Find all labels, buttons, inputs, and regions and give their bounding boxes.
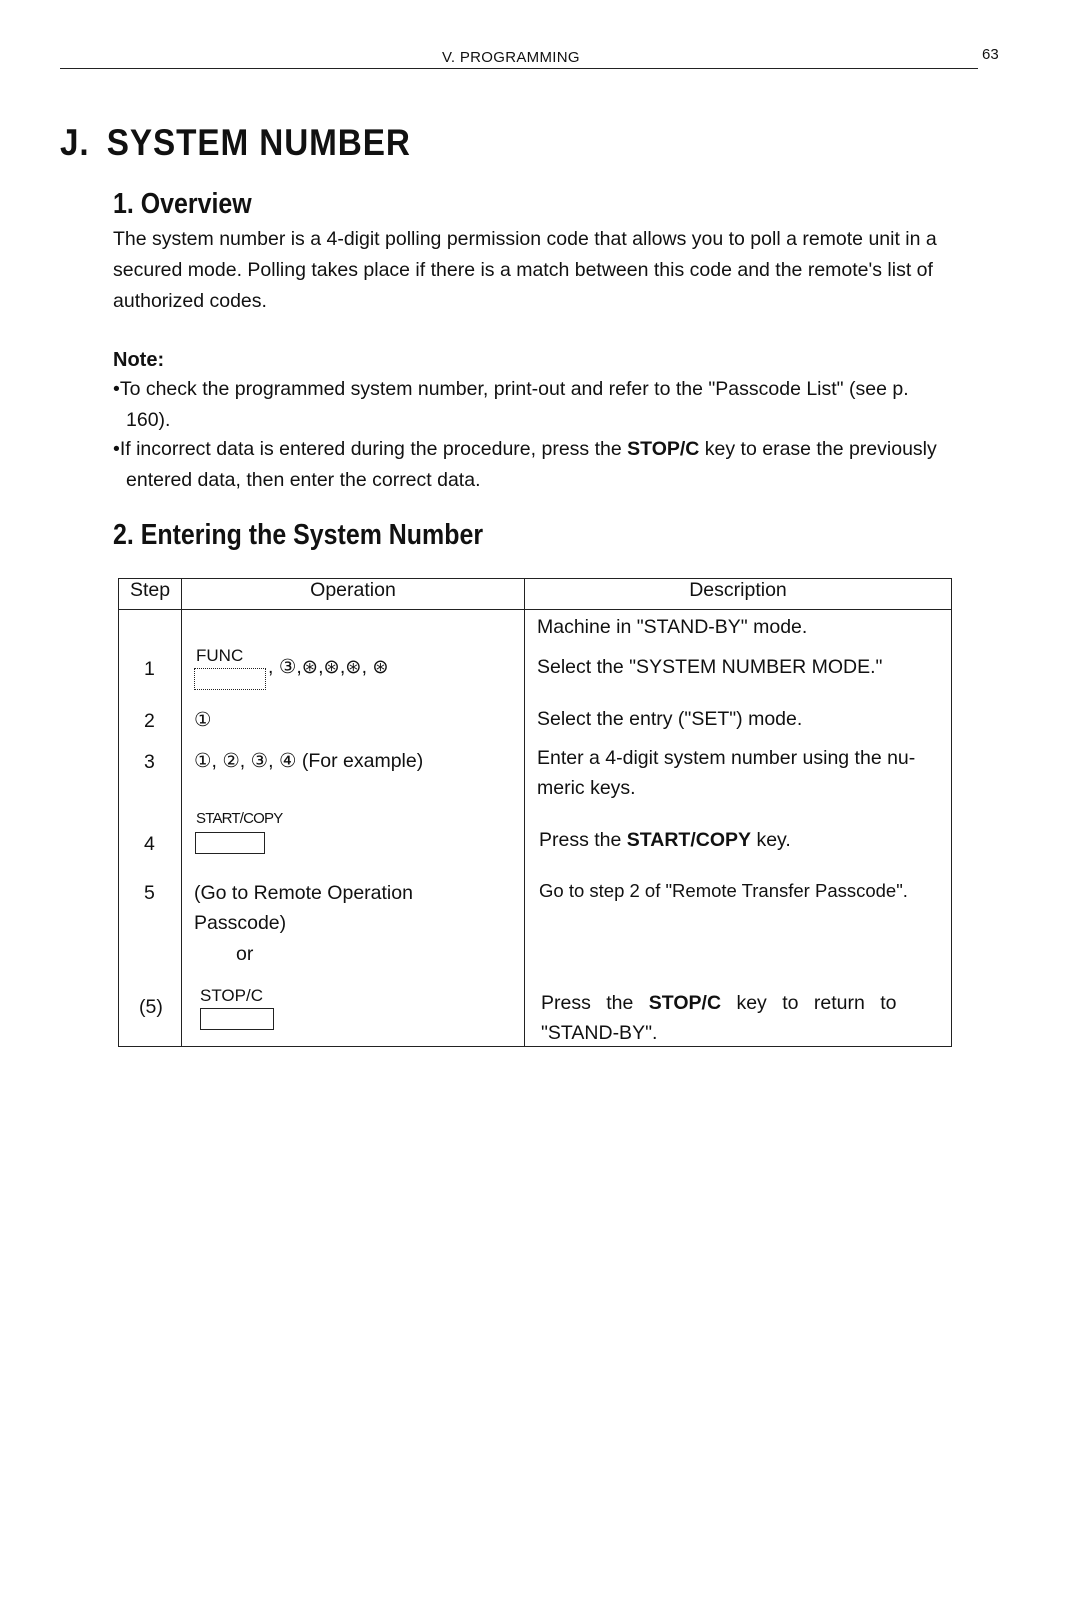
description-text: "STAND-BY". <box>541 1022 658 1044</box>
description-text: Enter a 4-digit system number using the nu- <box>537 747 916 769</box>
column-header-step: Step <box>119 579 182 610</box>
stopc-key-name: STOP/C <box>648 992 722 1014</box>
overview-paragraph: The system number is a 4-digit polling permission code that allows you to poll a remote unit in a secured mode. Polling takes place if there is a match between this code and the remote's list of authorized codes. <box>113 228 937 312</box>
description-text: Go to step 2 of "Remote Transfer Passcode". <box>539 880 908 901</box>
running-head: V. PROGRAMMING <box>442 49 580 66</box>
description-fragment: Press the <box>539 829 627 851</box>
description-fragment: Press the <box>541 992 649 1014</box>
func-key-label: FUNC <box>196 646 244 665</box>
stopc-key-label: STOP/C <box>200 986 263 1005</box>
overview-title: 1. Overview <box>113 188 252 220</box>
entering-title: 2. Entering the System Number <box>113 519 484 551</box>
table-body-row <box>119 610 952 1047</box>
note-item-2-text-end: key to erase the previously entered data, then enter the correct data. <box>126 438 937 491</box>
startcopy-key-icon <box>195 832 265 854</box>
operation-or: or <box>236 943 254 965</box>
description-text: Select the "SYSTEM NUMBER MODE." <box>537 656 883 678</box>
table-header-row <box>119 579 952 610</box>
operation-text: ① <box>194 709 212 731</box>
description-text: Select the entry ("SET") mode. <box>537 708 803 730</box>
step-number: 2 <box>144 710 155 732</box>
step-number: 4 <box>144 833 155 855</box>
note-label: Note: <box>113 349 165 371</box>
step-number: 3 <box>144 751 155 773</box>
note-item-2 <box>113 434 953 496</box>
description-fragment: key to return to <box>721 992 897 1014</box>
stopc-key-icon <box>200 1008 274 1030</box>
operation-text: (Go to Remote Operation <box>194 882 413 904</box>
note-item-1: •To check the programmed system number, print-out and refer to the "Passcode List" (see p. 160). <box>113 378 909 431</box>
step-number: 5 <box>144 882 155 904</box>
section-title-text: SYSTEM NUMBER <box>106 122 411 163</box>
steps-table <box>118 578 952 1047</box>
operation-text: Passcode) <box>194 912 287 934</box>
startcopy-key-name: START/COPY <box>626 829 752 851</box>
func-key-icon <box>194 668 266 690</box>
operation-column <box>182 610 525 1047</box>
note-item-2-text: •If incorrect data is entered during the procedure, press the <box>113 438 628 460</box>
description-text <box>539 825 791 855</box>
description-column <box>525 610 952 1047</box>
page-number: 63 <box>982 46 999 63</box>
section-letter: J. <box>60 122 90 163</box>
description-fragment: key. <box>751 829 791 851</box>
description-text: Machine in "STAND-BY" mode. <box>537 616 808 638</box>
header-rule <box>60 68 978 69</box>
description-text <box>541 988 897 1018</box>
column-header-description: Description <box>525 579 952 610</box>
column-header-operation: Operation <box>182 579 525 610</box>
note-item-2-key: STOP/C <box>627 438 700 460</box>
operation-text: ①, ②, ③, ④ (For example) <box>194 750 424 772</box>
section-title <box>60 122 411 164</box>
step-column <box>119 610 182 1047</box>
step-number: 1 <box>144 658 155 680</box>
startcopy-key-label: START/COPY <box>196 810 283 827</box>
description-text: meric keys. <box>537 777 636 799</box>
step-number: (5) <box>139 996 163 1018</box>
operation-keys: , ③,⊛,⊛,⊛, ⊛ <box>268 656 389 678</box>
